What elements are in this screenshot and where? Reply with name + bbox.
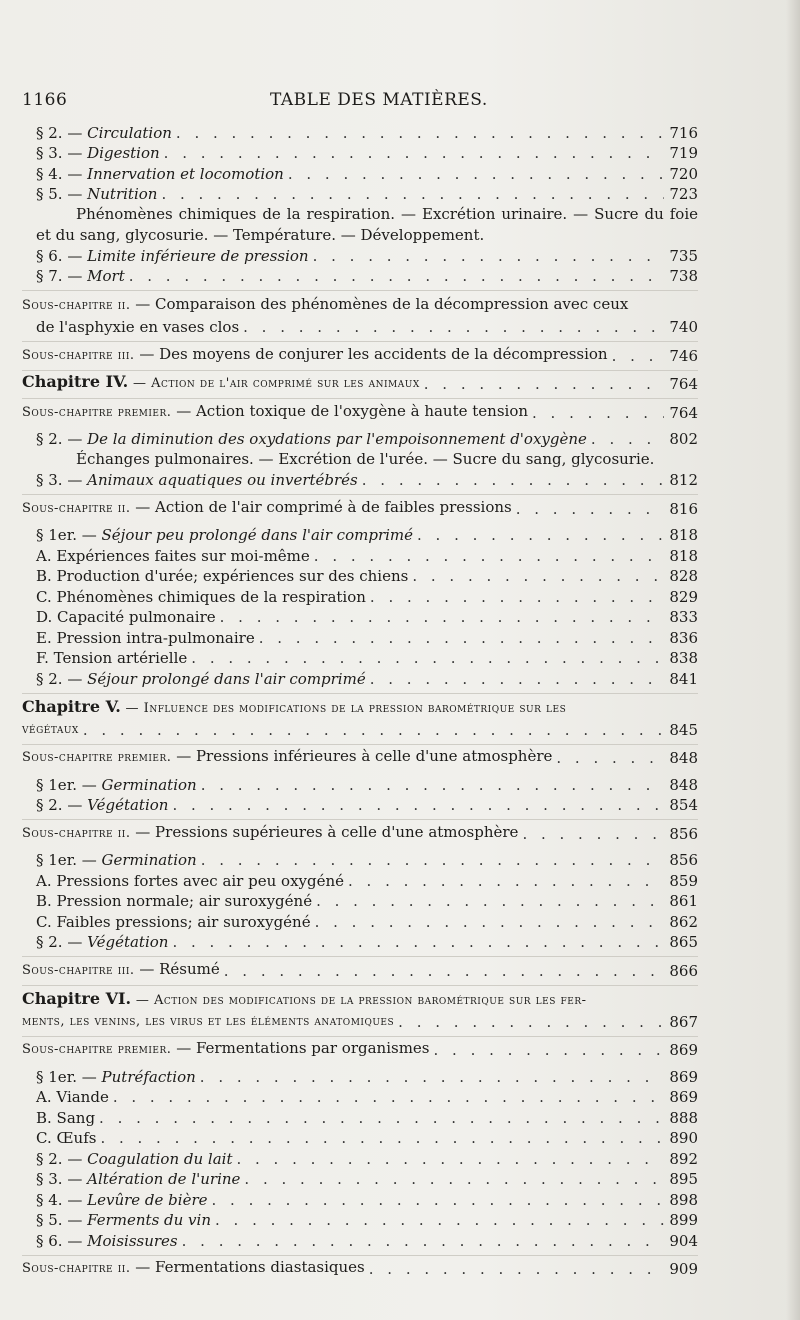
divider (22, 494, 698, 495)
toc-page: 859 (669, 871, 698, 890)
toc-subchapter: Sous-chapitre premier. — Fermentations par organismes . . . 869 (22, 1040, 698, 1061)
toc-entry: D. Capacité pulmonaire . . . 833 (22, 607, 698, 628)
toc-page: 816 (669, 499, 698, 518)
toc-entry: B. Sang . . . 888 (22, 1107, 698, 1128)
toc-entry: § 2. — Séjour prolongé dans l'air comprimé . . . 841 (22, 668, 698, 689)
toc-entry: végétaux . . . 845 (22, 719, 698, 740)
toc-page: 888 (669, 1108, 698, 1127)
toc-page: 898 (669, 1190, 698, 1209)
toc-subchapter: Sous-chapitre iii. — Des moyens de conjurer les accidents de la décompression . . . 746 (22, 345, 698, 366)
divider (22, 956, 698, 957)
toc-page: 812 (669, 471, 698, 489)
toc-page: 869 (669, 1088, 698, 1106)
toc-entry: § 3. — Altération de l'urine . . . 895 (22, 1169, 698, 1190)
toc-entry: § 5. — Nutrition . . . 723 (22, 184, 698, 205)
toc-entry: ments, les venins, les virus et les éléments anatomiques . . . 867 (22, 1011, 698, 1032)
toc-page: 854 (669, 796, 698, 814)
toc-subchapter: Sous-chapitre ii. — Pressions supérieures à celle d'une atmosphère . . . 856 (22, 823, 698, 844)
toc-page: 764 (669, 403, 698, 422)
toc-entry: § 1er. — Putréfaction . . . 869 (22, 1066, 698, 1087)
toc-entry: C. Faibles pressions; air suroxygéné . . . 862 (22, 911, 698, 932)
toc-page: 845 (669, 720, 698, 739)
page-edge-shadow (786, 0, 800, 1320)
toc-page: 862 (669, 912, 698, 931)
toc-page: 719 (669, 144, 698, 162)
toc-entry: B. Production d'urée; expériences sur des chiens . . . 828 (22, 566, 698, 587)
toc-entry: § 2. — De la diminution des oxydations par l'empoisonnement d'oxygène . . . 802 (22, 429, 698, 450)
toc-entry: § 3. — Digestion . . . 719 (22, 143, 698, 164)
toc-entry: § 2. — Coagulation du lait . . . 892 (22, 1148, 698, 1169)
toc-page: 716 (669, 123, 698, 142)
toc-page: 735 (669, 246, 698, 265)
toc-page: 856 (669, 824, 698, 843)
toc-entry: § 6. — Limite inférieure de pression . . . 735 (22, 245, 698, 266)
toc-page: 838 (669, 649, 698, 667)
toc-entry: de l'asphyxie en vases clos . . . 740 (22, 317, 698, 338)
toc-subchapter: Sous-chapitre ii. — Action de l'air comprimé à de faibles pressions . . . 816 (22, 498, 698, 519)
toc-subchapter: Sous-chapitre premier. — Action toxique de l'oxygène à haute tension . . . 764 (22, 402, 698, 423)
toc-page: 723 (669, 185, 698, 203)
toc-page: 861 (669, 892, 698, 910)
toc-entry: § 2. — Végétation . . . 854 (22, 795, 698, 816)
toc-entry: § 7. — Mort . . . 738 (22, 266, 698, 287)
toc-entry: § 1er. — Germination . . . 848 (22, 774, 698, 795)
toc-page: 890 (669, 1129, 698, 1147)
toc-page: 833 (669, 608, 698, 626)
toc-subchapter: Sous-chapitre iii. — Résumé . . . 866 (22, 960, 698, 981)
toc-entry: § 1er. — Séjour peu prolongé dans l'air comprimé . . . 818 (22, 525, 698, 546)
toc-subchapter: Sous-chapitre ii. — Fermentations diastasiques . . . 909 (22, 1259, 698, 1280)
toc-page: 802 (669, 430, 698, 448)
toc-entry: § 4. — Levûre de bière . . . 898 (22, 1189, 698, 1210)
divider (22, 985, 698, 986)
toc-entry: A. Viande . . . 869 (22, 1087, 698, 1108)
divider (22, 693, 698, 694)
toc-entry: C. Phénomènes chimiques de la respiration . . . 829 (22, 586, 698, 607)
toc-page: 841 (669, 669, 698, 688)
divider (22, 819, 698, 820)
toc-chapter: Chapitre VI. — Action des modifications de la pression barométrique sur les fer- (22, 988, 587, 1008)
toc-entry: B. Pression normale; air suroxygéné . . . 861 (22, 891, 698, 912)
toc-entry: A. Expériences faites sur moi-même . . . 818 (22, 545, 698, 566)
toc-entry: § 2. — Végétation . . . 865 (22, 932, 698, 953)
toc-page: 818 (669, 546, 698, 565)
toc-page: 904 (669, 1231, 698, 1250)
divider (22, 290, 698, 291)
table-of-contents (22, 122, 698, 1279)
toc-description: Échanges pulmonaires. — Excrétion de l'urée. — Sucre du sang, glycosurie. (76, 450, 655, 468)
toc-entry: F. Tension artérielle . . . 838 (22, 648, 698, 669)
toc-page: 848 (669, 775, 698, 794)
toc-entry: § 4. — Innervation et locomotion . . . 720 (22, 163, 698, 184)
toc-entry: A. Pressions fortes avec air peu oxygéné . . . 859 (22, 870, 698, 891)
toc-page: 836 (669, 628, 698, 647)
divider (22, 398, 698, 399)
toc-chapter: Chapitre V. — Influence des modifications de la pression barométrique sur les (22, 696, 567, 716)
toc-description: Phénomènes chimiques de la respiration. — Excrétion urinaire. — Sucre du foie et du sang, glycosurie. — Température. — Développement. (36, 205, 698, 244)
toc-page: 818 (669, 526, 698, 544)
toc-page: 909 (669, 1260, 698, 1278)
toc-page: 738 (669, 267, 698, 285)
divider (22, 1255, 698, 1256)
toc-entry: § 2. — Circulation . . . 716 (22, 122, 698, 143)
toc-chapter: Chapitre IV. — Action de l'air comprimé sur les animaux . . . 764 (22, 374, 698, 395)
toc-subchapter: Sous-chapitre ii. — Comparaison des phénomènes de la décompression avec ceux (22, 295, 629, 313)
page-number: 1166 (22, 90, 68, 110)
toc-entry: § 1er. — Germination . . . 856 (22, 850, 698, 871)
toc-entry: § 5. — Ferments du vin . . . 899 (22, 1210, 698, 1231)
toc-page: 869 (669, 1041, 698, 1059)
toc-page: 867 (669, 1012, 698, 1031)
toc-page: 829 (669, 587, 698, 606)
toc-page: 865 (669, 933, 698, 951)
toc-page: 848 (669, 749, 698, 767)
page-header (22, 90, 690, 116)
toc-page: 899 (669, 1211, 698, 1229)
toc-page: 746 (669, 346, 698, 365)
toc-page: 720 (669, 164, 698, 183)
toc-page: 866 (669, 961, 698, 980)
toc-subchapter: Sous-chapitre premier. — Pressions inférieures à celle d'une atmosphère . . . 848 (22, 748, 698, 769)
toc-entry: § 3. — Animaux aquatiques ou invertébrés . . . 812 (22, 470, 698, 491)
divider (22, 370, 698, 371)
page-title: TABLE DES MATIÈRES. (270, 90, 488, 110)
toc-page: 740 (669, 318, 698, 336)
toc-page: 828 (669, 567, 698, 585)
toc-entry: E. Pression intra-pulmonaire . . . 836 (22, 627, 698, 648)
toc-entry: C. Œufs . . . 890 (22, 1128, 698, 1149)
divider (22, 341, 698, 342)
toc-page: 764 (669, 375, 698, 393)
toc-page: 856 (669, 851, 698, 869)
divider (22, 744, 698, 745)
toc-page: 892 (669, 1149, 698, 1168)
divider (22, 1036, 698, 1037)
toc-page: 869 (669, 1067, 698, 1086)
toc-entry: § 6. — Moisissures . . . 904 (22, 1230, 698, 1251)
toc-page: 895 (669, 1170, 698, 1188)
